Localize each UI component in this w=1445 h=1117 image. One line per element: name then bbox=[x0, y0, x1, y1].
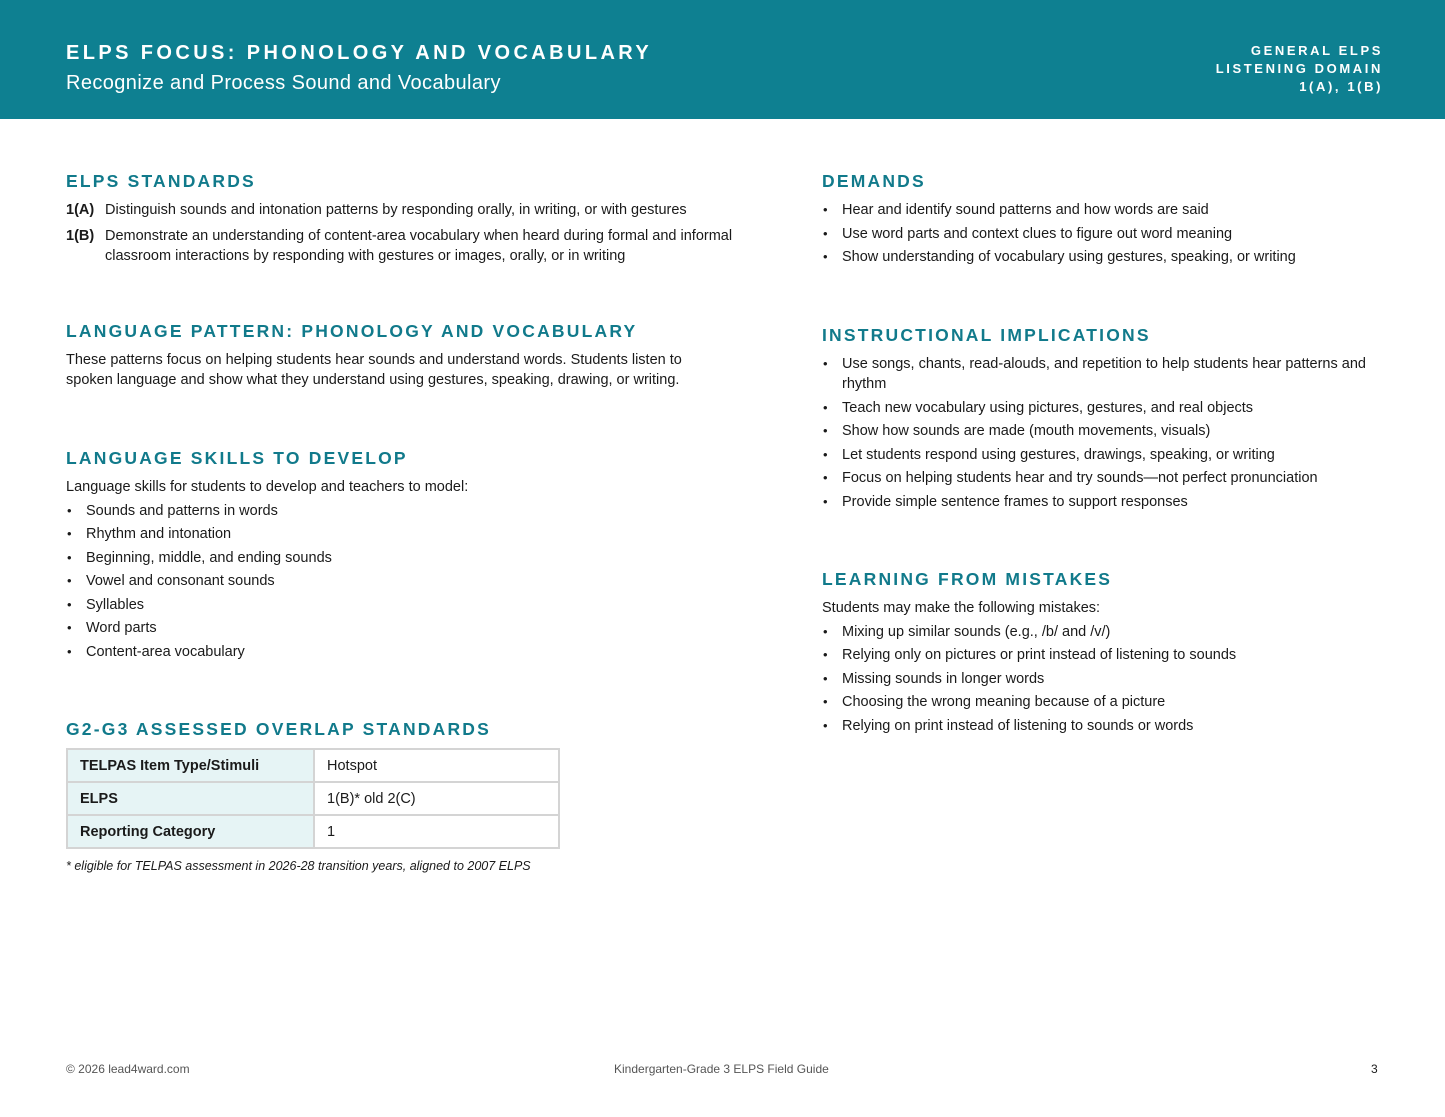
section-intro: Students may make the following mistakes: bbox=[822, 600, 1101, 616]
overlap-standards-section bbox=[66, 719, 626, 873]
elps-standards-section bbox=[66, 171, 736, 272]
page-title: ELPS FOCUS: PHONOLOGY AND VOCABULARY bbox=[66, 42, 653, 64]
table-value: 1(B)* old 2(C) bbox=[314, 782, 559, 815]
table-row bbox=[67, 815, 559, 848]
list-item: • Mixing up similar sounds (e.g., /b/ and /v/) bbox=[822, 622, 1382, 642]
language-skills-section bbox=[66, 448, 726, 665]
footer-guide-title: Kindergarten-Grade 3 ELPS Field Guide bbox=[614, 1062, 829, 1076]
learning-from-mistakes-section bbox=[822, 569, 1382, 739]
page-number: 3 bbox=[1371, 1062, 1378, 1076]
section-heading: LEARNING FROM MISTAKES bbox=[822, 569, 1113, 589]
list-item: • Rhythm and intonation bbox=[66, 524, 726, 544]
table-label: Reporting Category bbox=[67, 815, 314, 848]
instructional-implications-section bbox=[822, 325, 1382, 515]
demands-list bbox=[822, 200, 1382, 267]
list-item: • Provide simple sentence frames to support responses bbox=[822, 492, 1382, 512]
footer-copyright: © 2026 lead4ward.com bbox=[66, 1062, 190, 1076]
section-heading: DEMANDS bbox=[822, 171, 926, 191]
meta-general: GENERAL ELPS bbox=[1250, 43, 1383, 58]
table-value: 1 bbox=[314, 815, 559, 848]
standard-code: 1(B) bbox=[66, 228, 95, 244]
list-item: • Word parts bbox=[66, 618, 726, 638]
list-item: • Sounds and patterns in words bbox=[66, 501, 726, 521]
list-item: • Let students respond using gestures, drawings, speaking, or writing bbox=[822, 445, 1382, 465]
language-pattern-section bbox=[66, 321, 726, 390]
section-intro: Language skills for students to develop and teachers to model: bbox=[66, 479, 469, 495]
list-item: • Teach new vocabulary using pictures, gestures, and real objects bbox=[822, 398, 1382, 418]
list-item: • Syllables bbox=[66, 595, 726, 615]
list-item: • Relying on print instead of listening to sounds or words bbox=[822, 716, 1382, 736]
standard-row bbox=[66, 200, 736, 220]
meta-domain: LISTENING DOMAIN bbox=[1215, 61, 1383, 76]
table-label: TELPAS Item Type/Stimuli bbox=[67, 749, 314, 782]
skills-list bbox=[66, 501, 726, 662]
table-row bbox=[67, 749, 559, 782]
table-value: Hotspot bbox=[314, 749, 559, 782]
overlap-table bbox=[66, 748, 560, 849]
section-heading: G2-G3 ASSESSED OVERLAP STANDARDS bbox=[66, 719, 492, 739]
list-item: • Content-area vocabulary bbox=[66, 642, 726, 662]
meta-codes: 1(A), 1(B) bbox=[1299, 79, 1383, 94]
list-item: • Show understanding of vocabulary using gestures, speaking, or writing bbox=[822, 247, 1382, 267]
standard-text: Distinguish sounds and intonation patterns by responding orally, in writing, or with gestures bbox=[105, 202, 687, 218]
list-item: • Relying only on pictures or print instead of listening to sounds bbox=[822, 645, 1382, 665]
list-item: • Show how sounds are made (mouth movements, visuals) bbox=[822, 421, 1382, 441]
standard-text: Demonstrate an understanding of content-area vocabulary when heard during formal and informal classroom interactions by responding with gestures or images, orally, or in writing bbox=[105, 228, 733, 264]
list-item: • Hear and identify sound patterns and how words are said bbox=[822, 200, 1382, 220]
list-item: • Use word parts and context clues to figure out word meaning bbox=[822, 224, 1382, 244]
list-item: • Missing sounds in longer words bbox=[822, 669, 1382, 689]
footnote: * eligible for TELPAS assessment in 2026-28 transition years, aligned to 2007 ELPS bbox=[66, 859, 531, 873]
standard-row bbox=[66, 226, 736, 266]
table-label: ELPS bbox=[67, 782, 314, 815]
section-heading: INSTRUCTIONAL IMPLICATIONS bbox=[822, 325, 1151, 345]
list-item: • Choosing the wrong meaning because of a picture bbox=[822, 692, 1382, 712]
section-heading: LANGUAGE PATTERN: PHONOLOGY AND VOCABULARY bbox=[66, 321, 638, 341]
table-row bbox=[67, 782, 559, 815]
list-item: • Focus on helping students hear and try sounds—not perfect pronunciation bbox=[822, 468, 1382, 488]
page-subtitle: Recognize and Process Sound and Vocabulary bbox=[66, 72, 501, 94]
section-heading: ELPS STANDARDS bbox=[66, 171, 256, 191]
demands-section bbox=[822, 171, 1382, 271]
page-header bbox=[0, 0, 1445, 119]
list-item: • Beginning, middle, and ending sounds bbox=[66, 548, 726, 568]
list-item: • Vowel and consonant sounds bbox=[66, 571, 726, 591]
mistakes-list bbox=[822, 622, 1382, 736]
instructional-list bbox=[822, 354, 1382, 512]
section-text: These patterns focus on helping students hear sounds and understand words. Students listen to spoken language and show what they understand using gestures, speaking, drawing, or writing. bbox=[66, 352, 682, 388]
list-item: • Use songs, chants, read-alouds, and repetition to help students hear patterns and rhythm bbox=[822, 354, 1382, 394]
standard-code: 1(A) bbox=[66, 202, 95, 218]
header-meta bbox=[1216, 42, 1383, 96]
section-heading: LANGUAGE SKILLS TO DEVELOP bbox=[66, 448, 408, 468]
